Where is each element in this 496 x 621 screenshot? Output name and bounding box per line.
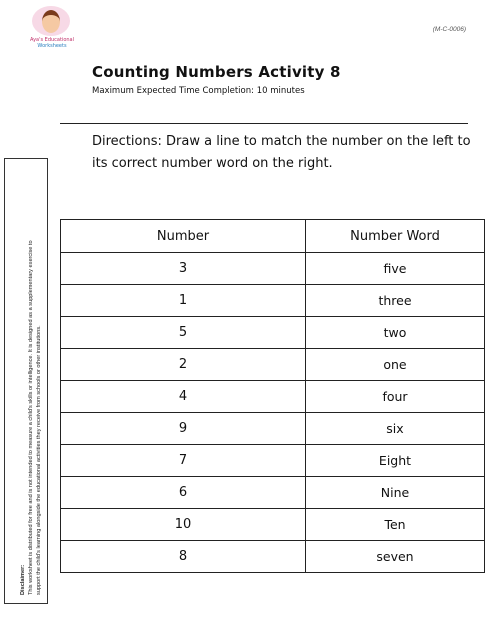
number-cell[interactable]: 5 bbox=[61, 317, 306, 349]
number-cell[interactable]: 1 bbox=[61, 285, 306, 317]
header-number-word: Number Word bbox=[306, 220, 485, 253]
worksheet-code: (M-C-0006) bbox=[432, 26, 466, 33]
word-cell[interactable]: seven bbox=[306, 541, 485, 573]
word-cell[interactable]: Nine bbox=[306, 477, 485, 509]
table-row bbox=[61, 413, 485, 445]
number-cell[interactable]: 4 bbox=[61, 381, 306, 413]
disclaimer-box bbox=[4, 158, 48, 604]
disclaimer-line1: This worksheet is distributed for free and is not intended to measure a child's skills or intelligence. It is designed as a supplementary exercise to bbox=[28, 240, 34, 595]
table-row bbox=[61, 349, 485, 381]
table-row bbox=[61, 509, 485, 541]
header-number: Number bbox=[61, 220, 306, 253]
worksheet-title: Counting Numbers Activity 8 bbox=[92, 63, 341, 81]
girl-icon bbox=[42, 10, 60, 33]
number-cell[interactable]: 2 bbox=[61, 349, 306, 381]
word-cell[interactable]: one bbox=[306, 349, 485, 381]
number-cell[interactable]: 7 bbox=[61, 445, 306, 477]
directions: Directions: Draw a line to match the number on the left to its correct number word on the right. bbox=[92, 134, 471, 171]
table-row bbox=[61, 445, 485, 477]
number-cell[interactable]: 9 bbox=[61, 413, 306, 445]
number-cell[interactable]: 8 bbox=[61, 541, 306, 573]
table-row bbox=[61, 317, 485, 349]
time-limit: Maximum Expected Time Completion: 10 minutes bbox=[92, 86, 305, 96]
table-row bbox=[61, 541, 485, 573]
table-row bbox=[61, 285, 485, 317]
logo-text-line1: Aya's Educational bbox=[29, 37, 75, 43]
table-row bbox=[61, 477, 485, 509]
table-row bbox=[61, 253, 485, 285]
disclaimer-text bbox=[8, 159, 50, 603]
word-cell[interactable]: Ten bbox=[306, 509, 485, 541]
logo bbox=[22, 6, 82, 54]
word-cell[interactable]: two bbox=[306, 317, 485, 349]
matching-table bbox=[60, 219, 485, 573]
word-cell[interactable]: three bbox=[306, 285, 485, 317]
number-cell[interactable]: 3 bbox=[61, 253, 306, 285]
word-cell[interactable]: Eight bbox=[306, 445, 485, 477]
word-cell[interactable]: six bbox=[306, 413, 485, 445]
logo-text-line2: Worksheets bbox=[37, 43, 67, 49]
divider bbox=[60, 123, 468, 124]
disclaimer-line2: support the child's learning alongside the educational activities they receive from schools or other institutions. bbox=[36, 325, 42, 595]
table-header-row bbox=[61, 220, 485, 253]
number-cell[interactable]: 6 bbox=[61, 477, 306, 509]
table-row bbox=[61, 381, 485, 413]
word-cell[interactable]: five bbox=[306, 253, 485, 285]
word-cell[interactable]: four bbox=[306, 381, 485, 413]
number-cell[interactable]: 10 bbox=[61, 509, 306, 541]
disclaimer-label: Disclaimer: bbox=[20, 564, 26, 595]
